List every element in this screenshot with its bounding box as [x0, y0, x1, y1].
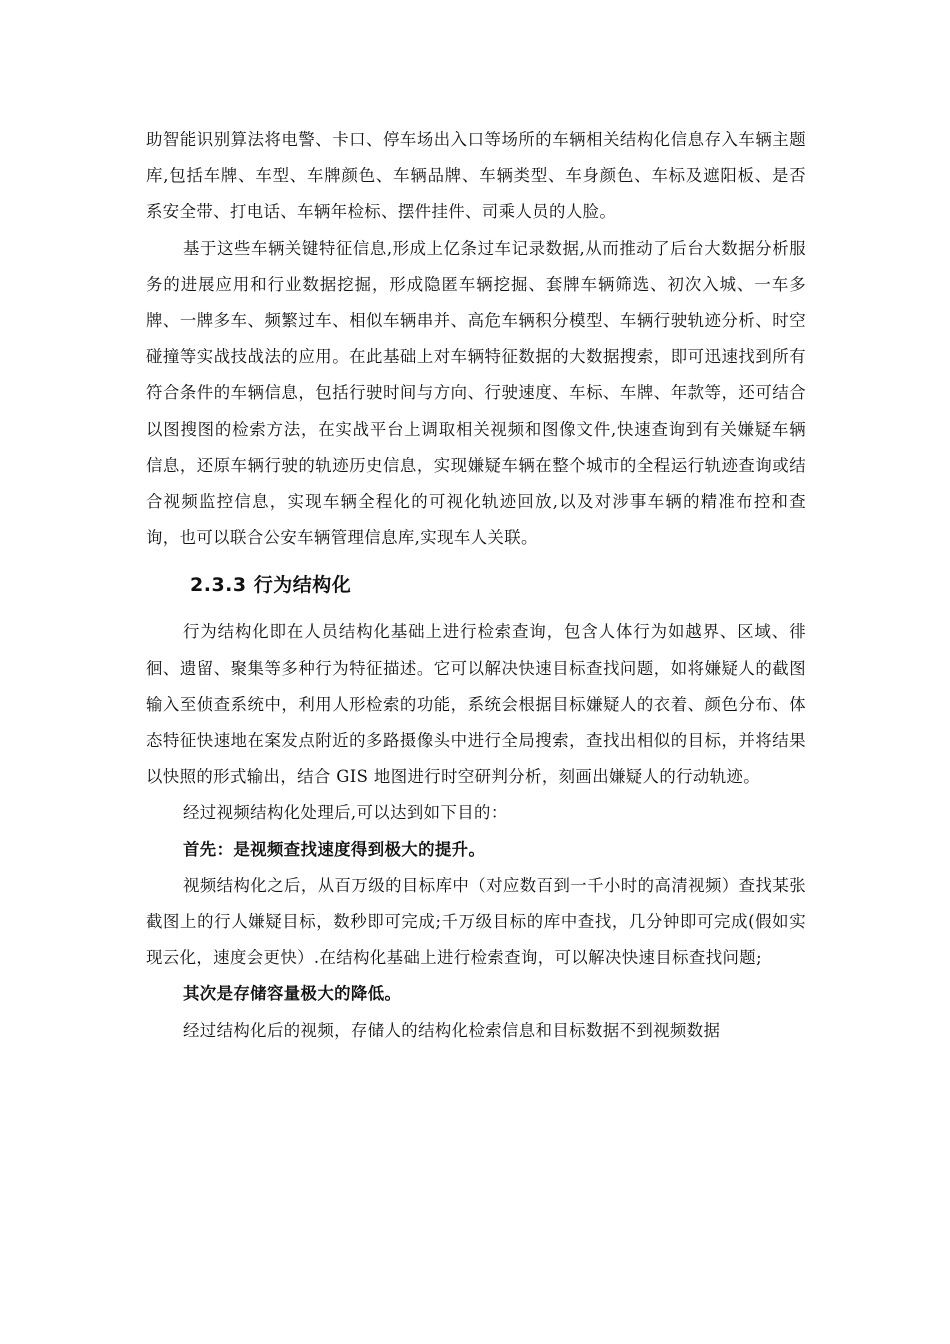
paragraph-search-speed: 视频结构化之后，从百万级的目标库中（对应数百到一千小时的高清视频）查找某张截图上的行人嫌疑目标，数秒即可完成;千万级目标的库中查找，几分钟即可完成(假如实现云化，速度会更快）.在结构化基础上进行检索查询，可以解决快速目标查找问题; [146, 875, 806, 968]
paragraph-storage: 经过结构化后的视频，存储人的结构化检索信息和目标数据不到视频数据 [183, 1020, 721, 1040]
paragraph-purpose-intro: 经过视频结构化处理后,可以达到如下目的： [183, 803, 508, 823]
paragraph-first-point: 首先：是视频查找速度得到极大的提升。 [183, 839, 486, 859]
paragraph-vehicle-features: 基于这些车辆关键特征信息,形成上亿条过车记录数据,从而推动了后台大数据分析服务的进展应用和行业数据挖掘，形成隐匿车辆挖掘、套牌车辆筛选、初次入城、一车多牌、一牌多车、频繁过车、相似车辆串并、高危车辆积分模型、车辆行驶轨迹分析、时空碰撞等实战技战法的应用。在此基础上对车辆特征数据的大数据搜索，即可迅速找到所有符合条件的车辆信息，包括行驶时间与方向、行驶速度、车标、车牌、年款等，还可结合以图搜图的检索方法，在实战平台上调取相关视频和图像文件,快速查询到有关嫌疑车辆信息，还原车辆行驶的轨迹历史信息，实现嫌疑车辆在整个城市的全程运行轨迹查询或结合视频监控信息，实现车辆全程化的可视化轨迹回放,以及对涉事车辆的精准布控和查询，也可以联合公安车辆管理信息库,实现车人关联。 [146, 238, 806, 548]
section-heading: 2.3.3 行为结构化 [190, 574, 352, 597]
paragraph-second-point: 其次是存储容量极大的降低。 [183, 984, 402, 1004]
document-page [146, 122, 806, 1049]
paragraph-vehicle-library: 助智能识别算法将电警、卡口、停车场出入口等场所的车辆相关结构化信息存入车辆主题库,包括车牌、车型、车牌颜色、车辆品牌、车辆类型、车身颜色、车标及遮阳板、是否系安全带、打电话、车辆年检标、摆件挂件、司乘人员的人脸。 [146, 130, 806, 222]
paragraph-behavior-structuring: 行为结构化即在人员结构化基础上进行检索查询，包含人体行为如越界、区域、徘徊、遗留、聚集等多种行为特征描述。它可以解决快速目标查找问题，如将嫌疑人的截图输入至侦查系统中，利用人形检索的功能，系统会根据目标嫌疑人的衣着、颜色分布、体态特征快速地在案发点附近的多路摄像头中进行全局搜索，查找出相似的目标，并将结果以快照的形式输出，结合 GIS 地图进行时空研判分析，刻画出嫌疑人的行动轨迹。 [146, 622, 806, 787]
